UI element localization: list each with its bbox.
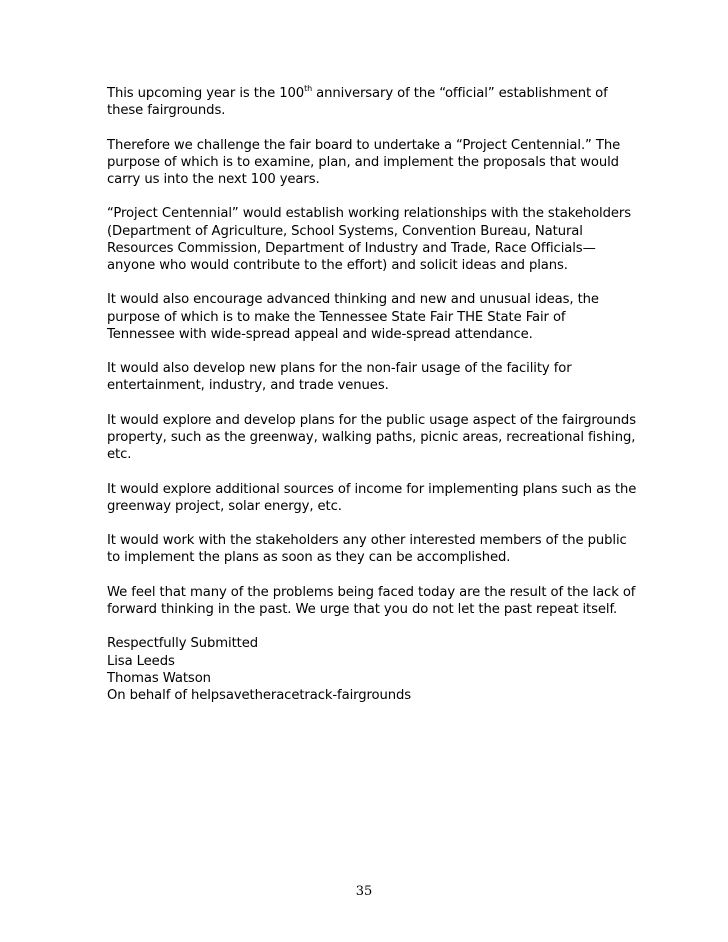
paragraph-challenge <box>107 137 632 189</box>
paragraph-conclusion <box>107 584 636 618</box>
text-line: anyone who would contribute to the effort) and solicit ideas and plans. <box>107 258 568 273</box>
text-line: greenway project, solar energy, etc. <box>107 498 342 514</box>
text-line: entertainment, industry, and trade venues. <box>107 378 389 394</box>
text-line: Therefore we challenge the fair board to undertake a “Project Centennial.” The <box>107 137 621 153</box>
text-line: etc. <box>107 447 132 463</box>
document-body <box>107 83 637 704</box>
text-segment: This upcoming year is the 100 <box>107 86 305 101</box>
signature-block <box>107 635 632 704</box>
text-line: Resources Commission, Department of Industry and Trade, Race Officials— <box>107 240 596 256</box>
text-line <box>107 85 632 102</box>
signature-closing: Respectfully Submitted <box>107 636 259 652</box>
text-line: Tennessee with wide-spread appeal and wide-spread attendance. <box>107 326 533 342</box>
text-line: It would also encourage advanced thinking and new and unusual ideas, the <box>107 292 599 308</box>
text-line: these fairgrounds. <box>107 103 226 119</box>
text-line: carry us into the next 100 years. <box>107 172 320 187</box>
paragraph-advanced-thinking <box>107 291 632 343</box>
signature-organization: On behalf of helpsavetheracetrack-fairgrounds <box>107 687 412 703</box>
paragraph-stakeholders <box>107 532 632 566</box>
paragraph-public-usage <box>107 412 636 464</box>
text-line: property, such as the greenway, walking paths, picnic areas, recreational fishing, <box>107 429 636 445</box>
text-line: forward thinking in the past. We urge that you do not let the past repeat itself. <box>107 601 618 617</box>
paragraph-anniversary <box>107 85 632 119</box>
text-line: It would work with the stakeholders any other interested members of the public <box>107 533 627 549</box>
signatory-name: Thomas Watson <box>107 670 211 686</box>
paragraph-non-fair-usage <box>107 360 632 394</box>
ordinal-superscript: th <box>304 83 313 93</box>
text-line: We feel that many of the problems being faced today are the result of the lack of <box>107 584 636 600</box>
signatory-name: Lisa Leeds <box>107 653 175 669</box>
text-line: It would explore additional sources of income for implementing plans such as the <box>107 481 637 497</box>
text-line: purpose of which is to make the Tennessee State Fair THE State Fair of <box>107 309 566 325</box>
text-line: purpose of which is to examine, plan, and implement the proposals that would <box>107 154 619 170</box>
page-number: 35 <box>355 884 373 899</box>
text-segment: anniversary of the “official” establishment of <box>312 86 608 101</box>
text-line: (Department of Agriculture, School Systems, Convention Bureau, Natural <box>107 223 583 239</box>
text-line: “Project Centennial” would establish working relationships with the stakeholders <box>107 206 631 222</box>
text-line: to implement the plans as soon as they can be accomplished. <box>107 550 511 566</box>
text-line: It would also develop new plans for the non-fair usage of the facility for <box>107 361 572 377</box>
paragraph-relationships <box>107 205 632 274</box>
text-line: It would explore and develop plans for the public usage aspect of the fairgrounds <box>107 412 636 428</box>
paragraph-income-sources <box>107 481 637 515</box>
